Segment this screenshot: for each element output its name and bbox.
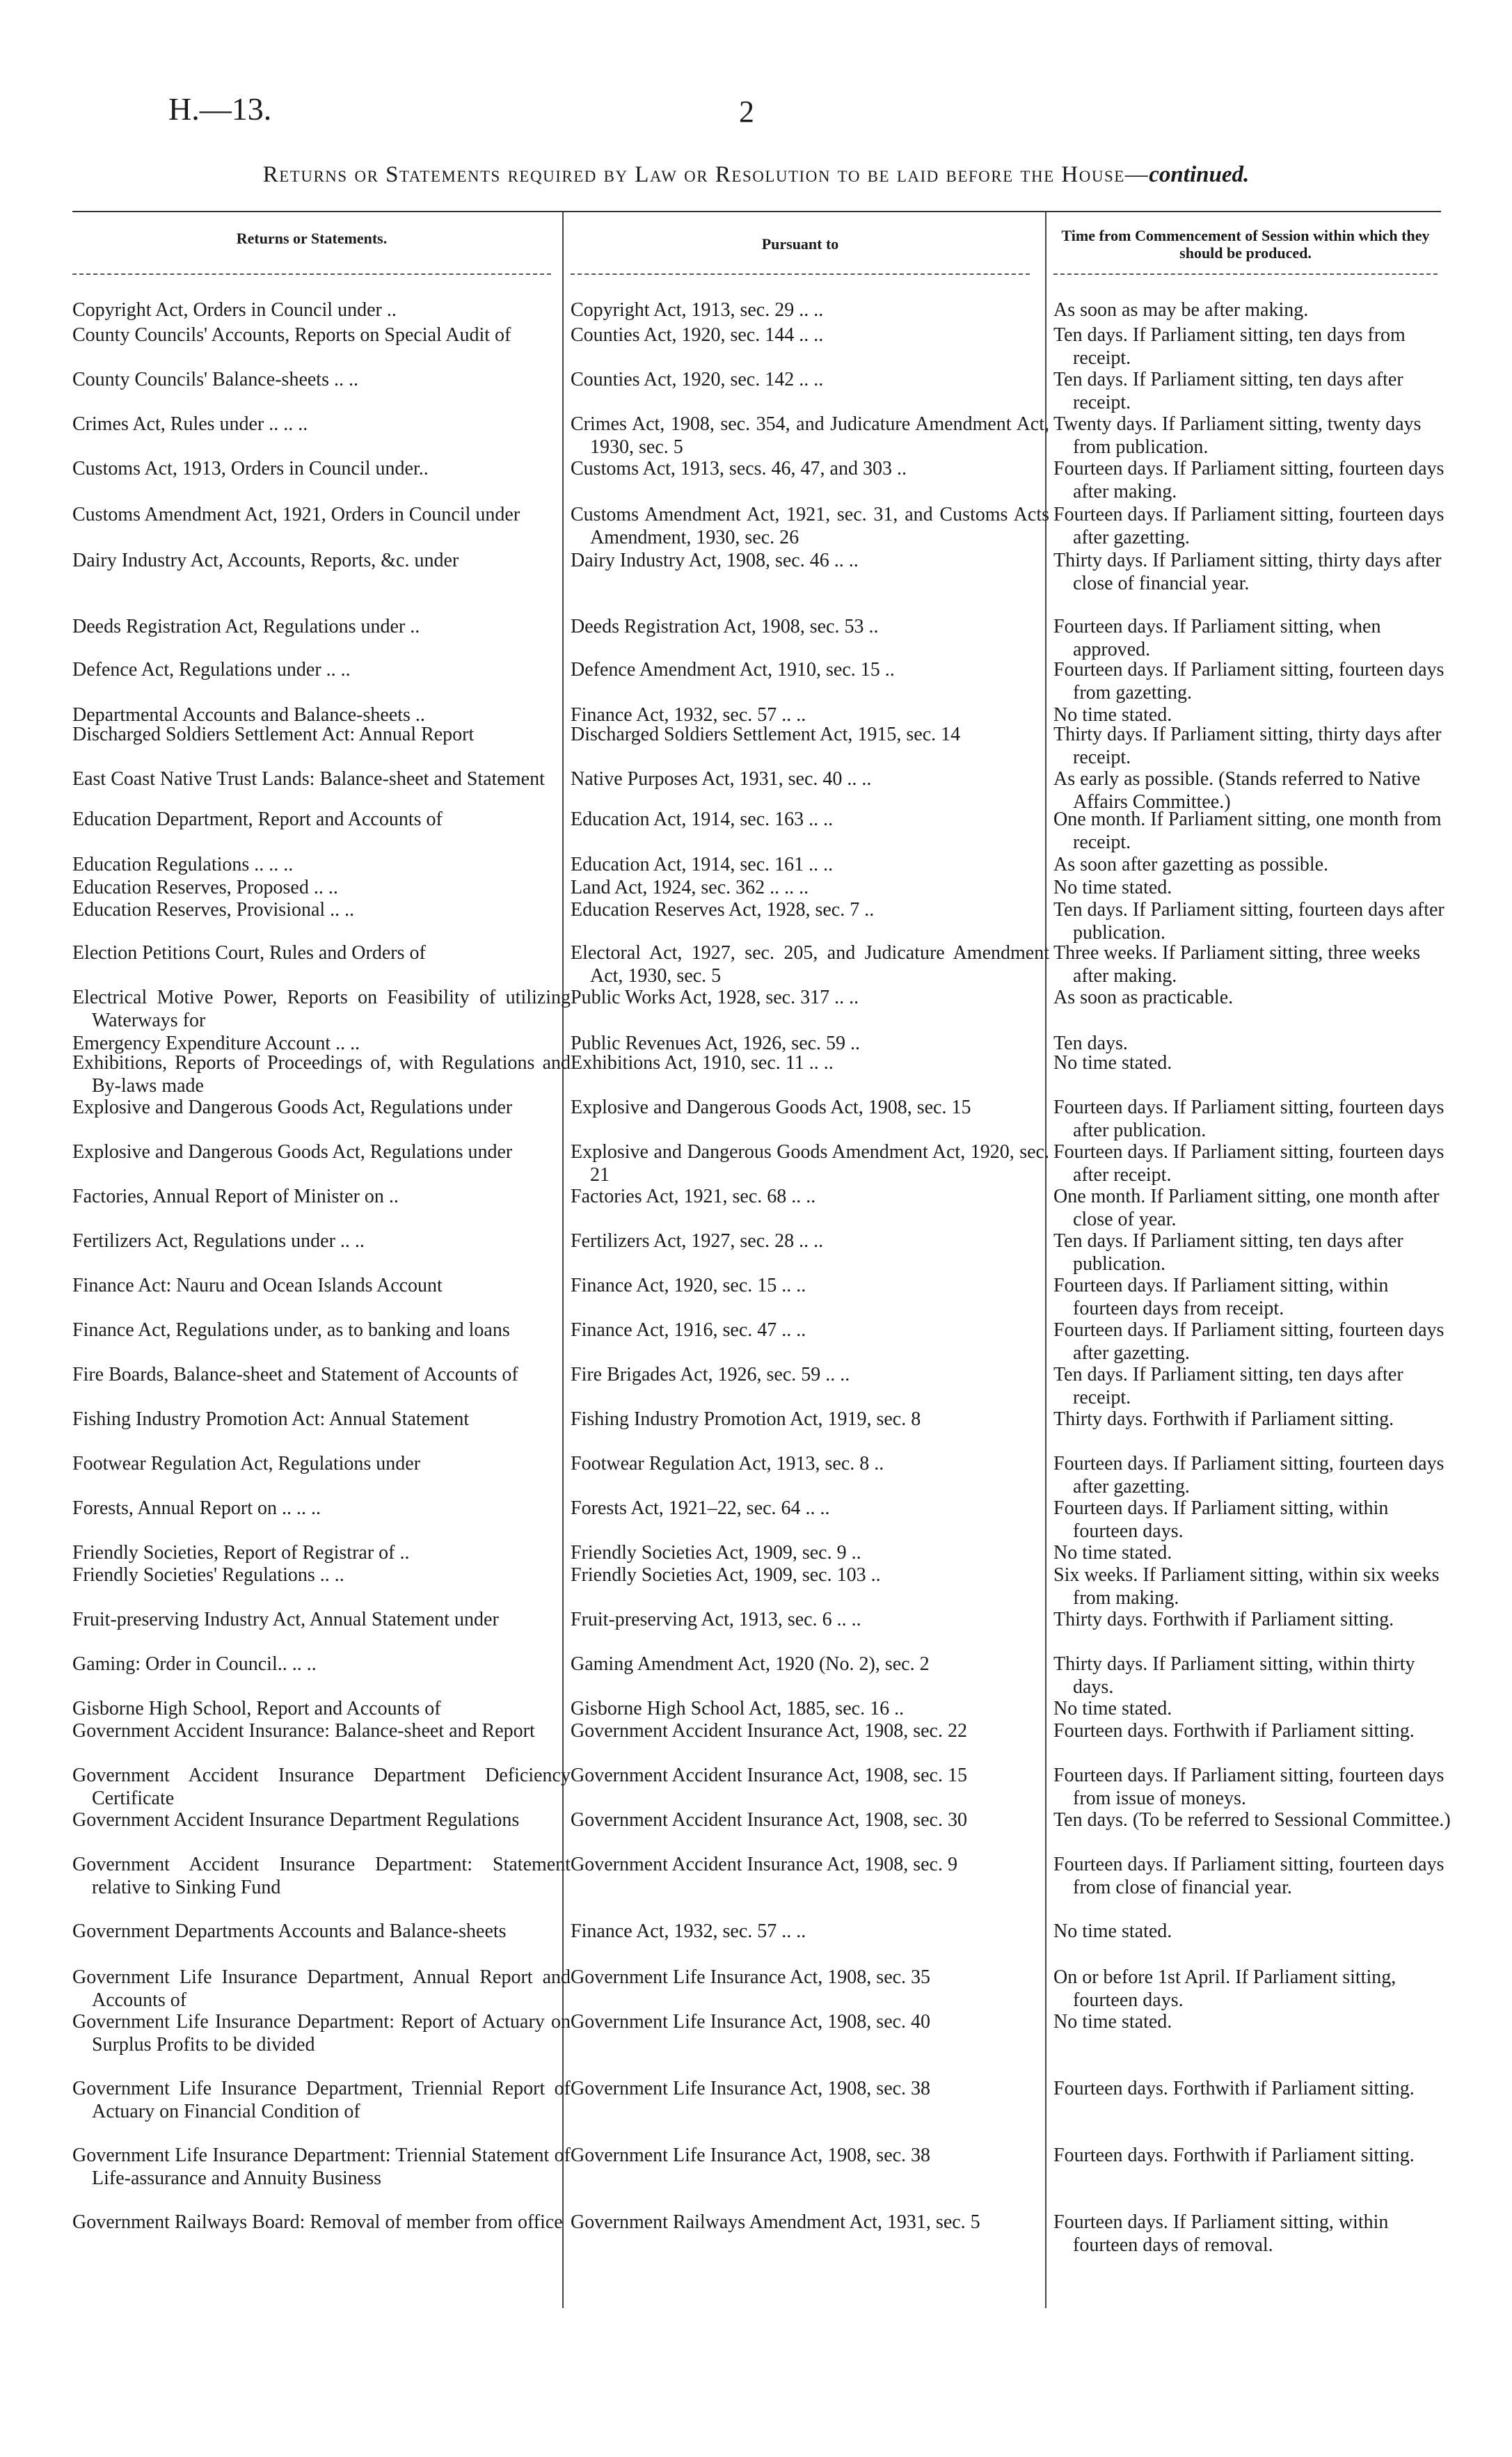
column-header-pursuant: Pursuant to: [761, 235, 839, 253]
returns-cell: Exhibitions, Reports of Proceedings of, with Regulations and By-laws made: [72, 1052, 571, 1097]
page-title: [0, 162, 1512, 188]
pursuant-cell: Copyright Act, 1913, sec. 29 .. ..: [571, 299, 824, 321]
time-cell: Fourteen days. If Parliament sitting, within fourteen days.: [1053, 1497, 1389, 1542]
pursuant-cell: Land Act, 1924, sec. 362 .. .. ..: [571, 877, 809, 898]
time-cell: Ten days.: [1053, 1033, 1128, 1054]
returns-cell: Government Accident Insurance Department: Statement relative to Sinking Fund: [72, 1854, 571, 1898]
time-cell: Fourteen days. If Parliament sitting, fourteen days after receipt.: [1053, 1141, 1445, 1186]
pursuant-cell: Fruit-preserving Act, 1913, sec. 6 .. ..: [571, 1609, 861, 1630]
returns-cell: Deeds Registration Act, Regulations under ..: [72, 616, 420, 637]
table-top-rule: [72, 211, 1441, 212]
pursuant-cell: Fertilizers Act, 1927, sec. 28 .. ..: [571, 1230, 824, 1252]
pursuant-cell: Government Life Insurance Act, 1908, sec. 35: [571, 1966, 931, 1988]
pursuant-cell: Government Life Insurance Act, 1908, sec. 40: [571, 2011, 931, 2033]
time-cell: No time stated.: [1053, 704, 1172, 726]
pursuant-cell: Finance Act, 1932, sec. 57 .. ..: [571, 704, 806, 726]
pursuant-cell: Education Reserves Act, 1928, sec. 7 ..: [571, 899, 875, 921]
returns-cell: Fishing Industry Promotion Act: Annual Statement: [72, 1408, 470, 1430]
time-cell: Fourteen days. If Parliament sitting, fourteen days after publication.: [1053, 1097, 1445, 1141]
returns-cell: Crimes Act, Rules under .. .. ..: [72, 413, 308, 435]
pursuant-cell: Crimes Act, 1908, sec. 354, and Judicature Amendment Act, 1930, sec. 5: [571, 413, 1049, 458]
time-cell: Thirty days. If Parliament sitting, thirty days after receipt.: [1053, 724, 1442, 768]
time-cell: Three weeks. If Parliament sitting, three weeks after making.: [1053, 942, 1421, 987]
pursuant-cell: Fire Brigades Act, 1926, sec. 59 .. ..: [571, 1364, 850, 1385]
time-cell: Thirty days. Forthwith if Parliament sitting.: [1053, 1609, 1394, 1630]
time-cell: Fourteen days. If Parliament sitting, fourteen days after gazetting.: [1053, 504, 1445, 548]
pursuant-cell: Friendly Societies Act, 1909, sec. 9 ..: [571, 1542, 861, 1564]
returns-cell: Gisborne High School, Report and Accounts of: [72, 1698, 441, 1719]
time-cell: Fourteen days. If Parliament sitting, fourteen days after making.: [1053, 458, 1445, 502]
returns-cell: Defence Act, Regulations under .. ..: [72, 659, 351, 681]
returns-cell: Education Regulations .. .. ..: [72, 854, 294, 875]
time-cell: Fourteen days. If Parliament sitting, fourteen days after gazetting.: [1053, 1319, 1445, 1364]
pursuant-cell: Government Life Insurance Act, 1908, sec. 38: [571, 2145, 931, 2166]
time-cell: Twenty days. If Parliament sitting, twenty days from publication.: [1053, 413, 1422, 458]
time-cell: Fourteen days. Forthwith if Parliament sitting.: [1053, 2145, 1415, 2166]
returns-cell: Government Accident Insurance Department Regulations: [72, 1809, 520, 1831]
pursuant-cell: Discharged Soldiers Settlement Act, 1915, sec. 14: [571, 724, 961, 745]
time-cell: Fourteen days. If Parliament sitting, fourteen days from issue of moneys.: [1053, 1765, 1445, 1809]
pursuant-cell: Finance Act, 1916, sec. 47 .. ..: [571, 1319, 806, 1341]
returns-cell: Customs Act, 1913, Orders in Council under..: [72, 458, 429, 479]
returns-cell: Finance Act, Regulations under, as to banking and loans: [72, 1319, 510, 1341]
pursuant-cell: Government Accident Insurance Act, 1908, sec. 30: [571, 1809, 967, 1831]
returns-cell: Government Departments Accounts and Balance-sheets: [72, 1921, 507, 1942]
returns-cell: Dairy Industry Act, Accounts, Reports, &c. under: [72, 550, 459, 571]
returns-cell: Election Petitions Court, Rules and Orders of: [72, 942, 426, 964]
returns-cell: Education Department, Report and Accounts of: [72, 809, 443, 830]
time-cell: Ten days. If Parliament sitting, ten days from receipt.: [1053, 324, 1406, 369]
returns-cell: Government Life Insurance Department: Triennial Statement of Life-assurance and Annuity Business: [72, 2145, 571, 2189]
time-cell: As soon as practicable.: [1053, 987, 1234, 1008]
returns-cell: Explosive and Dangerous Goods Act, Regulations under: [72, 1097, 513, 1118]
returns-cell: Gaming: Order in Council.. .. ..: [72, 1653, 317, 1675]
time-cell: Fourteen days. If Parliament sitting, fourteen days after gazetting.: [1053, 1453, 1445, 1497]
time-cell: Fourteen days. Forthwith if Parliament sitting.: [1053, 1720, 1415, 1742]
returns-cell: Education Reserves, Provisional .. ..: [72, 899, 355, 921]
time-cell: No time stated.: [1053, 1052, 1172, 1074]
time-cell: On or before 1st April. If Parliament sitting, fourteen days.: [1053, 1966, 1396, 2011]
returns-cell: County Councils' Accounts, Reports on Special Audit of: [72, 324, 511, 346]
time-cell: As soon as may be after making.: [1053, 299, 1309, 321]
pursuant-cell: Finance Act, 1932, sec. 57 .. ..: [571, 1921, 806, 1942]
header-rule-time: [1053, 273, 1438, 275]
pursuant-cell: Public Revenues Act, 1926, sec. 59 ..: [571, 1033, 861, 1054]
returns-cell: Discharged Soldiers Settlement Act: Annual Report: [72, 724, 475, 745]
time-cell: Ten days. If Parliament sitting, ten days after receipt.: [1053, 369, 1403, 413]
time-cell: Six weeks. If Parliament sitting, within six weeks from making.: [1053, 1564, 1440, 1609]
pursuant-cell: Public Works Act, 1928, sec. 317 .. ..: [571, 987, 859, 1008]
pursuant-cell: Education Act, 1914, sec. 163 .. ..: [571, 809, 834, 830]
time-cell: One month. If Parliament sitting, one month after close of year.: [1053, 1186, 1440, 1230]
time-cell: As early as possible. (Stands referred to Native Affairs Committee.): [1053, 768, 1421, 813]
time-cell: One month. If Parliament sitting, one month from receipt.: [1053, 809, 1442, 853]
pursuant-cell: Customs Act, 1913, secs. 46, 47, and 303 ..: [571, 458, 907, 479]
returns-cell: Fire Boards, Balance-sheet and Statement of Accounts of: [72, 1364, 518, 1385]
returns-cell: Departmental Accounts and Balance-sheets ..: [72, 704, 425, 726]
returns-cell: Explosive and Dangerous Goods Act, Regulations under: [72, 1141, 513, 1163]
pursuant-cell: Gaming Amendment Act, 1920 (No. 2), sec. 2: [571, 1653, 930, 1675]
time-cell: Thirty days. Forthwith if Parliament sitting.: [1053, 1408, 1394, 1430]
returns-cell: Friendly Societies' Regulations .. ..: [72, 1564, 344, 1586]
time-cell: Fourteen days. If Parliament sitting, fourteen days from gazetting.: [1053, 659, 1445, 703]
time-cell: No time stated.: [1053, 1698, 1172, 1719]
pursuant-cell: Dairy Industry Act, 1908, sec. 46 .. ..: [571, 550, 859, 571]
pursuant-cell: Forests Act, 1921–22, sec. 64 .. ..: [571, 1497, 830, 1519]
pursuant-cell: Defence Amendment Act, 1910, sec. 15 ..: [571, 659, 895, 681]
returns-cell: Education Reserves, Proposed .. ..: [72, 877, 338, 898]
time-cell: Fourteen days. If Parliament sitting, fourteen days from close of financial year.: [1053, 1854, 1445, 1898]
pursuant-cell: Electoral Act, 1927, sec. 205, and Judicature Amendment Act, 1930, sec. 5: [571, 942, 1049, 987]
returns-cell: Factories, Annual Report of Minister on ..: [72, 1186, 399, 1207]
returns-cell: Forests, Annual Report on .. .. ..: [72, 1497, 321, 1519]
returns-cell: Government Life Insurance Department, Triennial Report of Actuary on Financial Condition of: [72, 2078, 571, 2122]
returns-cell: Finance Act: Nauru and Ocean Islands Account: [72, 1275, 443, 1296]
column-header-returns: Returns or Statements.: [236, 230, 388, 247]
pursuant-cell: Explosive and Dangerous Goods Act, 1908, sec. 15: [571, 1097, 971, 1118]
document-reference: H.—13.: [168, 91, 272, 127]
pursuant-cell: Government Accident Insurance Act, 1908, sec. 22: [571, 1720, 967, 1742]
returns-cell: Electrical Motive Power, Reports on Feasibility of utilizing Waterways for: [72, 987, 571, 1031]
pursuant-cell: Native Purposes Act, 1931, sec. 40 .. ..: [571, 768, 872, 790]
pursuant-cell: Customs Amendment Act, 1921, sec. 31, and Customs Acts Amendment, 1930, sec. 26: [571, 504, 1049, 548]
returns-cell: East Coast Native Trust Lands: Balance-sheet and Statement: [72, 768, 545, 790]
time-cell: Fourteen days. If Parliament sitting, when approved.: [1053, 616, 1381, 660]
pursuant-cell: Gisborne High School Act, 1885, sec. 16 ..: [571, 1698, 905, 1719]
returns-cell: Friendly Societies, Report of Registrar of ..: [72, 1542, 410, 1564]
pursuant-cell: Fishing Industry Promotion Act, 1919, sec. 8: [571, 1408, 921, 1430]
time-cell: Ten days. If Parliament sitting, fourteen days after publication.: [1053, 899, 1445, 944]
pursuant-cell: Counties Act, 1920, sec. 144 .. ..: [571, 324, 824, 346]
pursuant-cell: Education Act, 1914, sec. 161 .. ..: [571, 854, 834, 875]
time-cell: No time stated.: [1053, 1921, 1172, 1942]
header-rule-pursuant: [571, 273, 1030, 275]
returns-cell: Emergency Expenditure Account .. ..: [72, 1033, 360, 1054]
time-cell: As soon after gazetting as possible.: [1053, 854, 1329, 875]
pursuant-cell: Government Accident Insurance Act, 1908, sec. 15: [571, 1765, 967, 1786]
returns-cell: Footwear Regulation Act, Regulations under: [72, 1453, 421, 1474]
pursuant-cell: Finance Act, 1920, sec. 15 .. ..: [571, 1275, 806, 1296]
pursuant-cell: Factories Act, 1921, sec. 68 .. ..: [571, 1186, 816, 1207]
returns-cell: Customs Amendment Act, 1921, Orders in Council under: [72, 504, 520, 525]
time-cell: No time stated.: [1053, 2011, 1172, 2033]
pursuant-cell: Government Accident Insurance Act, 1908, sec. 9: [571, 1854, 957, 1875]
returns-cell: Government Life Insurance Department, Annual Report and Accounts of: [72, 1966, 571, 2011]
returns-cell: County Councils' Balance-sheets .. ..: [72, 369, 358, 390]
returns-cell: Fertilizers Act, Regulations under .. ..: [72, 1230, 365, 1252]
returns-cell: Copyright Act, Orders in Council under ..: [72, 299, 397, 321]
time-cell: Fourteen days. If Parliament sitting, within fourteen days of removal.: [1053, 2211, 1389, 2256]
time-cell: Ten days. If Parliament sitting, ten days after receipt.: [1053, 1364, 1403, 1408]
pursuant-cell: Friendly Societies Act, 1909, sec. 103 ..: [571, 1564, 881, 1586]
time-cell: Ten days. If Parliament sitting, ten days after publication.: [1053, 1230, 1403, 1275]
title-main: Returns or Statements required by Law or Resolution to be laid before the House—: [262, 162, 1149, 187]
returns-cell: Fruit-preserving Industry Act, Annual Statement under: [72, 1609, 499, 1630]
time-cell: Thirty days. If Parliament sitting, thirty days after close of financial year.: [1053, 550, 1442, 594]
time-cell: Fourteen days. Forthwith if Parliament sitting.: [1053, 2078, 1415, 2099]
time-cell: No time stated.: [1053, 877, 1172, 898]
time-cell: No time stated.: [1053, 1542, 1172, 1564]
header-rule-returns: [72, 273, 551, 275]
pursuant-cell: Counties Act, 1920, sec. 142 .. ..: [571, 369, 824, 390]
returns-cell: Government Accident Insurance Department Deficiency Certificate: [72, 1765, 571, 1809]
column-header-time: Time from Commencement of Session within which they should be produced.: [1061, 227, 1430, 262]
page-number: 2: [739, 95, 754, 129]
pursuant-cell: Deeds Registration Act, 1908, sec. 53 ..: [571, 616, 879, 637]
time-cell: Fourteen days. If Parliament sitting, within fourteen days from receipt.: [1053, 1275, 1389, 1319]
title-continued: continued.: [1149, 162, 1250, 187]
pursuant-cell: Government Life Insurance Act, 1908, sec. 38: [571, 2078, 931, 2099]
pursuant-cell: Exhibitions Act, 1910, sec. 11 .. ..: [571, 1052, 834, 1074]
returns-cell: Government Accident Insurance: Balance-sheet and Report: [72, 1720, 535, 1742]
time-cell: Thirty days. If Parliament sitting, within thirty days.: [1053, 1653, 1415, 1698]
pursuant-cell: Explosive and Dangerous Goods Amendment Act, 1920, sec. 21: [571, 1141, 1049, 1186]
time-cell: Ten days. (To be referred to Sessional Committee.): [1053, 1809, 1451, 1831]
pursuant-cell: Footwear Regulation Act, 1913, sec. 8 ..: [571, 1453, 884, 1474]
returns-cell: Government Life Insurance Department: Report of Actuary on Surplus Profits to be divided: [72, 2011, 571, 2056]
pursuant-cell: Government Railways Amendment Act, 1931, sec. 5: [571, 2211, 980, 2233]
returns-cell: Government Railways Board: Removal of member from office: [72, 2211, 563, 2233]
